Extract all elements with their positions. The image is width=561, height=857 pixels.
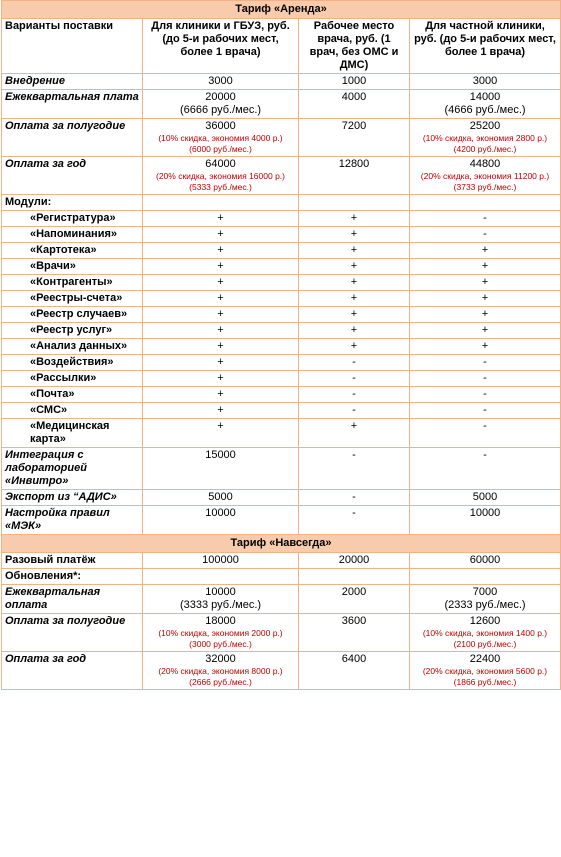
module-value: + [299,419,410,448]
discount-note: (10% скидка, экономия 2000 р.) [158,628,283,638]
value-cell: 10000 [143,506,299,535]
value-main: 14000 [469,91,501,103]
module-name: «Картотека» [2,243,143,259]
module-value: + [143,211,299,227]
module-value: - [299,371,410,387]
value-sub: (6666 руб./мес.) [179,104,262,116]
value-main: 20000 [205,91,236,103]
forever-halfyear-row [2,614,561,652]
header-doctor: Рабочее место врача, руб. (1 врач, без ОМС и ДМС) [299,19,410,74]
value-cell: 100000 [143,553,299,569]
discount-note: (10% скидка, экономия 2800 р.) [422,133,548,143]
module-value: + [299,307,410,323]
empty-cell [143,195,299,211]
modules-label: Модули: [2,195,143,211]
row-label: Оплата за год [2,157,143,195]
value-cell: 3000 [410,74,561,90]
module-value: + [299,243,410,259]
value-cell: 20000 [299,553,410,569]
row-label: Оплата за полугодие [2,614,143,652]
module-value: - [410,211,561,227]
value-cell: 12800 [299,157,410,195]
module-name: «Медицинская карта» [2,419,143,448]
module-value: + [143,419,299,448]
rent-halfyear-row [2,119,561,157]
header-clinic: Для клиники и ГБУЗ, руб. (до 5-и рабочих мест, более 1 врача) [143,19,299,74]
row-label: Разовый платёж [2,553,143,569]
row-label: Настройка правил «МЭК» [2,506,143,535]
module-name: «Почта» [2,387,143,403]
forever-quarterly-row [2,585,561,614]
module-row [2,355,561,371]
monthly-note: (2666 руб./мес.) [189,677,252,687]
value-cell: 15000 [143,448,299,490]
value-cell [143,90,299,119]
module-value: + [143,387,299,403]
discount-note: (20% скидка, экономия 11200 р.) [420,171,550,181]
module-value: + [410,291,561,307]
header-variants: Варианты поставки [2,19,143,74]
module-value: + [299,291,410,307]
module-row [2,275,561,291]
intro-row [2,74,561,90]
module-name: «Регистратура» [2,211,143,227]
value-cell: 5000 [143,490,299,506]
module-value: - [299,387,410,403]
value-sub: (2333 руб./мес.) [444,599,526,611]
value-cell: - [299,506,410,535]
value-cell [410,90,561,119]
value-main: 64000 [205,158,236,170]
rent-title: Тариф «Аренда» [2,1,561,19]
module-value: + [410,323,561,339]
module-row [2,259,561,275]
modules-label-row [2,195,561,211]
module-value: + [299,323,410,339]
row-label: Ежеквартальная оплата [2,585,143,614]
module-value: + [410,243,561,259]
module-name: «Реестр услуг» [2,323,143,339]
module-name: «Рассылки» [2,371,143,387]
discount-note: (20% скидка, экономия 5600 р.) [422,666,548,676]
module-value: + [143,275,299,291]
module-row [2,419,561,448]
module-value: + [143,371,299,387]
value-cell: 3000 [143,74,299,90]
module-name: «Анализ данных» [2,339,143,355]
row-label: Экспорт из “АДИС» [2,490,143,506]
row-label: Интеграция с лабораторией «Инвитро» [2,448,143,490]
forever-title-row [2,535,561,553]
module-row [2,211,561,227]
mek-row [2,506,561,535]
value-cell: - [299,490,410,506]
row-label: Внедрение [2,74,143,90]
monthly-note: (1866 руб./мес.) [453,677,517,687]
module-value: + [143,227,299,243]
value-cell [410,585,561,614]
module-name: «Контрагенты» [2,275,143,291]
header-private: Для частной клиники, руб. (до 5-и рабочих мест, более 1 врача) [410,19,561,74]
value-cell: 60000 [410,553,561,569]
value-cell [410,652,561,690]
module-value: + [299,339,410,355]
value-cell: - [299,448,410,490]
module-value: - [410,355,561,371]
value-main: 25200 [469,120,501,132]
module-value: + [143,323,299,339]
module-row [2,371,561,387]
value-main: 44800 [469,158,501,170]
module-value: + [143,259,299,275]
module-value: - [299,403,410,419]
value-cell [143,652,299,690]
value-main: 12600 [469,615,501,627]
module-row [2,227,561,243]
module-value: + [410,275,561,291]
updates-label-row [2,569,561,585]
module-value: + [299,275,410,291]
module-name: «Воздействия» [2,355,143,371]
value-cell [410,119,561,157]
forever-title: Тариф «Навсегда» [2,535,561,553]
value-main: 7000 [472,586,498,598]
value-cell: 7200 [299,119,410,157]
module-row [2,387,561,403]
module-row [2,243,561,259]
empty-cell [410,569,561,585]
value-cell [410,614,561,652]
value-cell: 5000 [410,490,561,506]
module-value: - [410,227,561,243]
value-main: 22400 [469,653,501,665]
export-row [2,490,561,506]
pricing-table [1,0,561,690]
updates-label: Обновления*: [2,569,143,585]
value-cell: 6400 [299,652,410,690]
value-cell [143,614,299,652]
value-cell [143,585,299,614]
discount-note: (10% скидка, экономия 1400 р.) [422,628,548,638]
value-cell: 4000 [299,90,410,119]
module-name: «Врачи» [2,259,143,275]
monthly-note: (5333 руб./мес.) [189,182,252,192]
module-value: + [410,339,561,355]
module-name: «Напоминания» [2,227,143,243]
module-value: + [143,307,299,323]
value-cell: 10000 [410,506,561,535]
discount-note: (10% скидка, экономия 4000 р.) [158,133,283,143]
rent-title-row [2,1,561,19]
value-main: 18000 [205,615,236,627]
header-row [2,19,561,74]
row-label: Ежеквартальная плата [2,90,143,119]
value-cell: 3600 [299,614,410,652]
empty-cell [410,195,561,211]
module-value: - [410,419,561,448]
module-value: + [410,259,561,275]
module-row [2,323,561,339]
discount-note: (20% скидка, экономия 16000 р.) [155,171,285,181]
monthly-note: (6000 руб./мес.) [189,144,252,154]
row-label: Оплата за год [2,652,143,690]
rent-quarterly-row [2,90,561,119]
module-name: «СМС» [2,403,143,419]
rent-year-row [2,157,561,195]
value-cell [143,119,299,157]
module-row [2,403,561,419]
module-value: + [143,291,299,307]
module-value: + [143,403,299,419]
monthly-note: (2100 руб./мес.) [453,639,517,649]
module-value: + [299,259,410,275]
module-row [2,307,561,323]
module-value: + [299,211,410,227]
module-value: + [143,339,299,355]
module-name: «Реестры-счета» [2,291,143,307]
value-main: 36000 [205,120,236,132]
module-value: - [410,403,561,419]
module-row [2,291,561,307]
module-row [2,339,561,355]
empty-cell [143,569,299,585]
forever-year-row [2,652,561,690]
module-value: + [143,355,299,371]
module-value: - [410,387,561,403]
module-name: «Реестр случаев» [2,307,143,323]
invitro-row [2,448,561,490]
value-cell [143,157,299,195]
monthly-note: (3000 руб./мес.) [189,639,252,649]
value-cell: 2000 [299,585,410,614]
value-cell: 1000 [299,74,410,90]
monthly-note: (3733 руб./мес.) [453,182,517,192]
empty-cell [299,569,410,585]
discount-note: (20% скидка, экономия 8000 р.) [158,666,283,676]
module-value: - [410,371,561,387]
value-cell [410,157,561,195]
value-main: 32000 [205,653,236,665]
value-sub: (3333 руб./мес.) [179,599,262,611]
monthly-note: (4200 руб./мес.) [453,144,517,154]
module-value: + [299,227,410,243]
oneoff-row [2,553,561,569]
row-label: Оплата за полугодие [2,119,143,157]
module-value: + [410,307,561,323]
module-value: - [299,355,410,371]
empty-cell [299,195,410,211]
value-sub: (4666 руб./мес.) [444,104,526,116]
value-main: 10000 [205,586,236,598]
value-cell: - [410,448,561,490]
module-value: + [143,243,299,259]
